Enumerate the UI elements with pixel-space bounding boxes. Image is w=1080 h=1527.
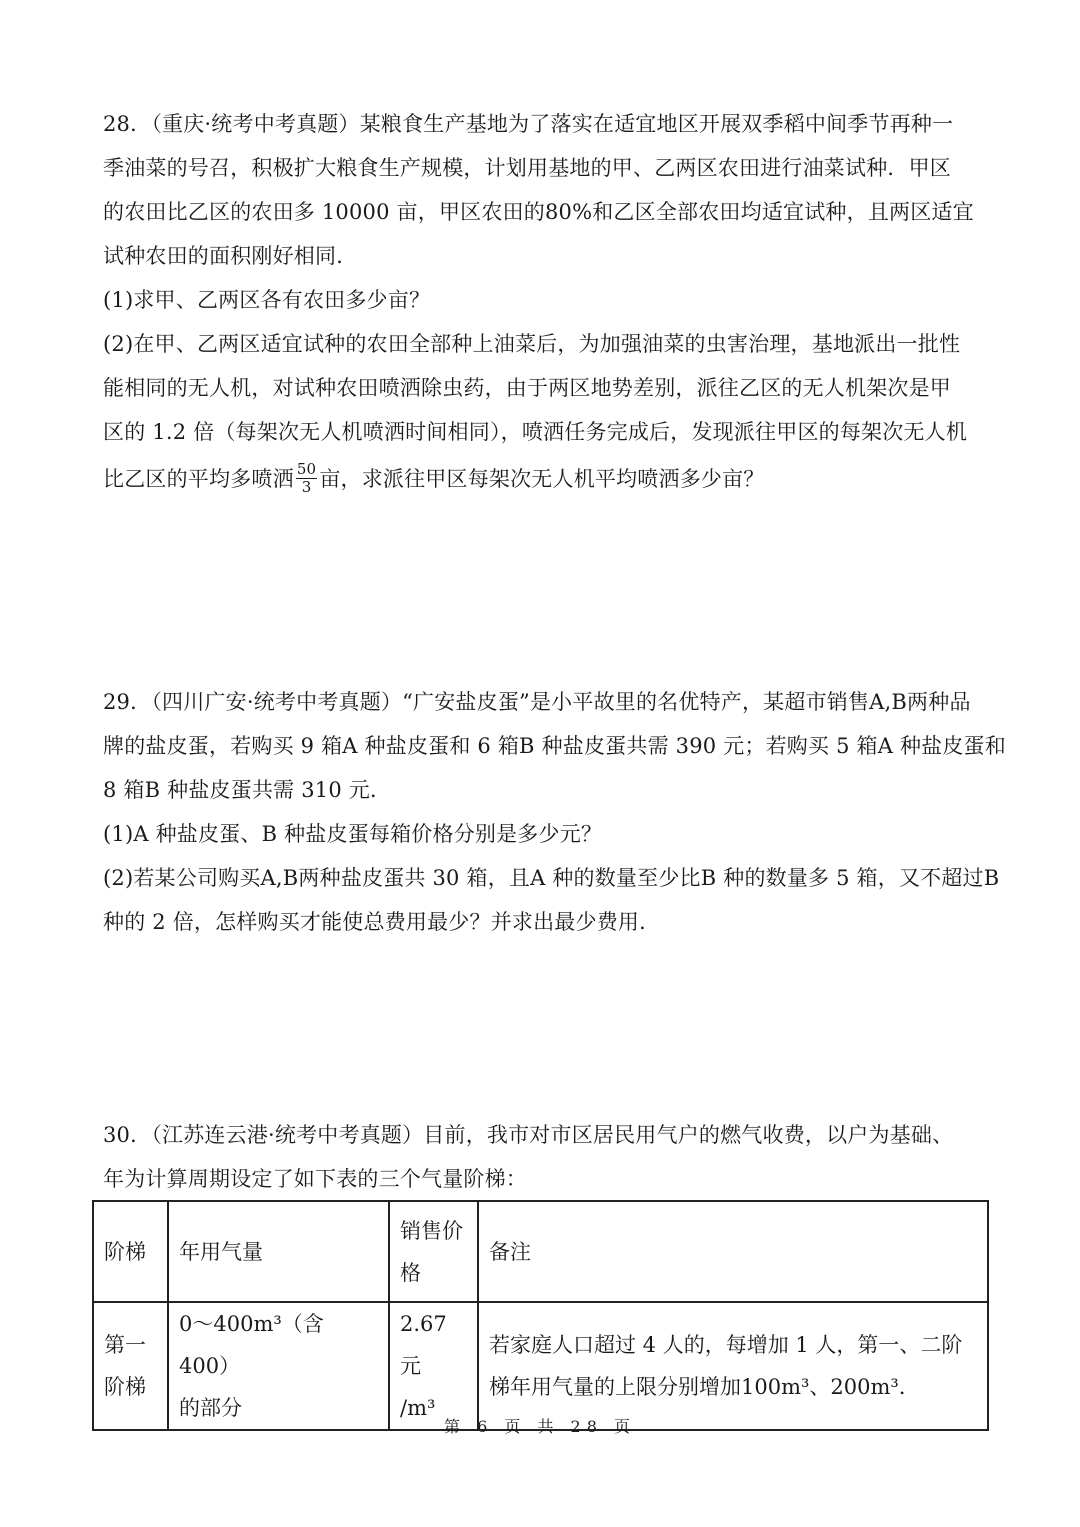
- cell-text: 第一: [104, 1333, 146, 1357]
- cell-text: 的部分: [179, 1396, 242, 1420]
- page-footer: 第 6 页 共 28 页: [444, 1417, 636, 1436]
- cell-text: 若家庭人口超过 4 人的，每增加 1 人，第一、二阶: [489, 1333, 963, 1357]
- header-note: 备注: [478, 1201, 988, 1302]
- problem-28-last-line: [103, 454, 983, 504]
- problem-29-line: 29．（四川广安·统考中考真题）“广安盐皮蛋”是小平故里的名优特产，某超市销售A,B两种品: [103, 690, 971, 714]
- gas-tier-table: [92, 1200, 989, 1431]
- fraction: [296, 461, 318, 496]
- cell-volume: [168, 1302, 389, 1430]
- problem-29: [103, 680, 1006, 944]
- problem-28-line: 试种农田的面积刚好相同．: [103, 244, 358, 268]
- problem-28-part-1: (1)求甲、乙两区各有农田多少亩？: [103, 288, 431, 312]
- cell-text: 2.67 元: [400, 1312, 447, 1378]
- header-price-line: 格: [400, 1260, 421, 1285]
- problem-29-line: 8 箱B 种盐皮蛋共需 310 元．: [103, 778, 392, 802]
- problem-28-line: 的农田比乙区的农田多 10000 亩，甲区农田的80%和乙区全部农田均适宜试种，且两区适宜: [103, 200, 974, 224]
- problem-30-line: 年为计算周期设定了如下表的三个气量阶梯：: [103, 1167, 527, 1191]
- problem-30: [103, 1113, 983, 1201]
- problem-28-part-2: (2)在甲、乙两区适宜试种的农田全部种上油菜后，为加强油菜的虫害治理，基地派出一批性: [103, 332, 961, 356]
- problem-28-text: 比乙区的平均多喷洒: [103, 467, 294, 491]
- table-row: [93, 1302, 988, 1430]
- fraction-numerator: 50: [296, 460, 317, 478]
- problem-28-line: 区的 1.2 倍（每架次无人机喷洒时间相同），喷洒任务完成后，发现派往甲区的每架次无人机: [103, 420, 968, 444]
- header-price: [389, 1201, 478, 1302]
- header-tier: 阶梯: [93, 1201, 168, 1302]
- problem-29-part-2: (2)若某公司购买A,B两种盐皮蛋共 30 箱，且A 种的数量至少比B 种的数量多 5 箱，又不超过B: [103, 866, 1000, 890]
- cell-tier: [93, 1302, 168, 1430]
- problem-28-line: 能相同的无人机，对试种农田喷洒除虫药，由于两区地势差别，派往乙区的无人机架次是甲: [103, 376, 951, 400]
- problem-28: [103, 102, 983, 504]
- fraction-denominator: 3: [301, 478, 312, 496]
- problem-30-line: 30．（江苏连云港·统考中考真题）目前，我市对市区居民用气户的燃气收费，以户为基础、: [103, 1123, 954, 1147]
- cell-price: [389, 1302, 478, 1430]
- table-header-row: [93, 1201, 988, 1302]
- header-volume: 年用气量: [168, 1201, 389, 1302]
- header-price-line: 销售价: [400, 1218, 463, 1243]
- problem-28-line: 季油菜的号召，积极扩大粮食生产规模，计划用基地的甲、乙两区农田进行油菜试种．甲区: [103, 156, 951, 180]
- cell-text: 梯年用气量的上限分别增加100m³、200m³．: [489, 1375, 920, 1399]
- problem-28-line: 28．（重庆·统考中考真题）某粮食生产基地为了落实在适宜地区开展双季稻中间季节再种一: [103, 112, 954, 136]
- problem-29-part-1: (1)A 种盐皮蛋、B 种盐皮蛋每箱价格分别是多少元？: [103, 822, 603, 846]
- problem-28-text: 亩，求派往甲区每架次无人机平均喷洒多少亩？: [319, 467, 765, 491]
- problem-29-line: 种的 2 倍，怎样购买才能使总费用最少？并求出最少费用．: [103, 910, 661, 934]
- cell-note: [478, 1302, 988, 1430]
- cell-text: 阶梯: [104, 1375, 146, 1399]
- cell-text: 0～400m³（含 400）: [179, 1312, 324, 1378]
- cell-text: /m³: [400, 1396, 436, 1420]
- problem-29-line: 牌的盐皮蛋，若购买 9 箱A 种盐皮蛋和 6 箱B 种盐皮蛋共需 390 元；若购买 5 箱A 种盐皮蛋和: [103, 734, 1006, 758]
